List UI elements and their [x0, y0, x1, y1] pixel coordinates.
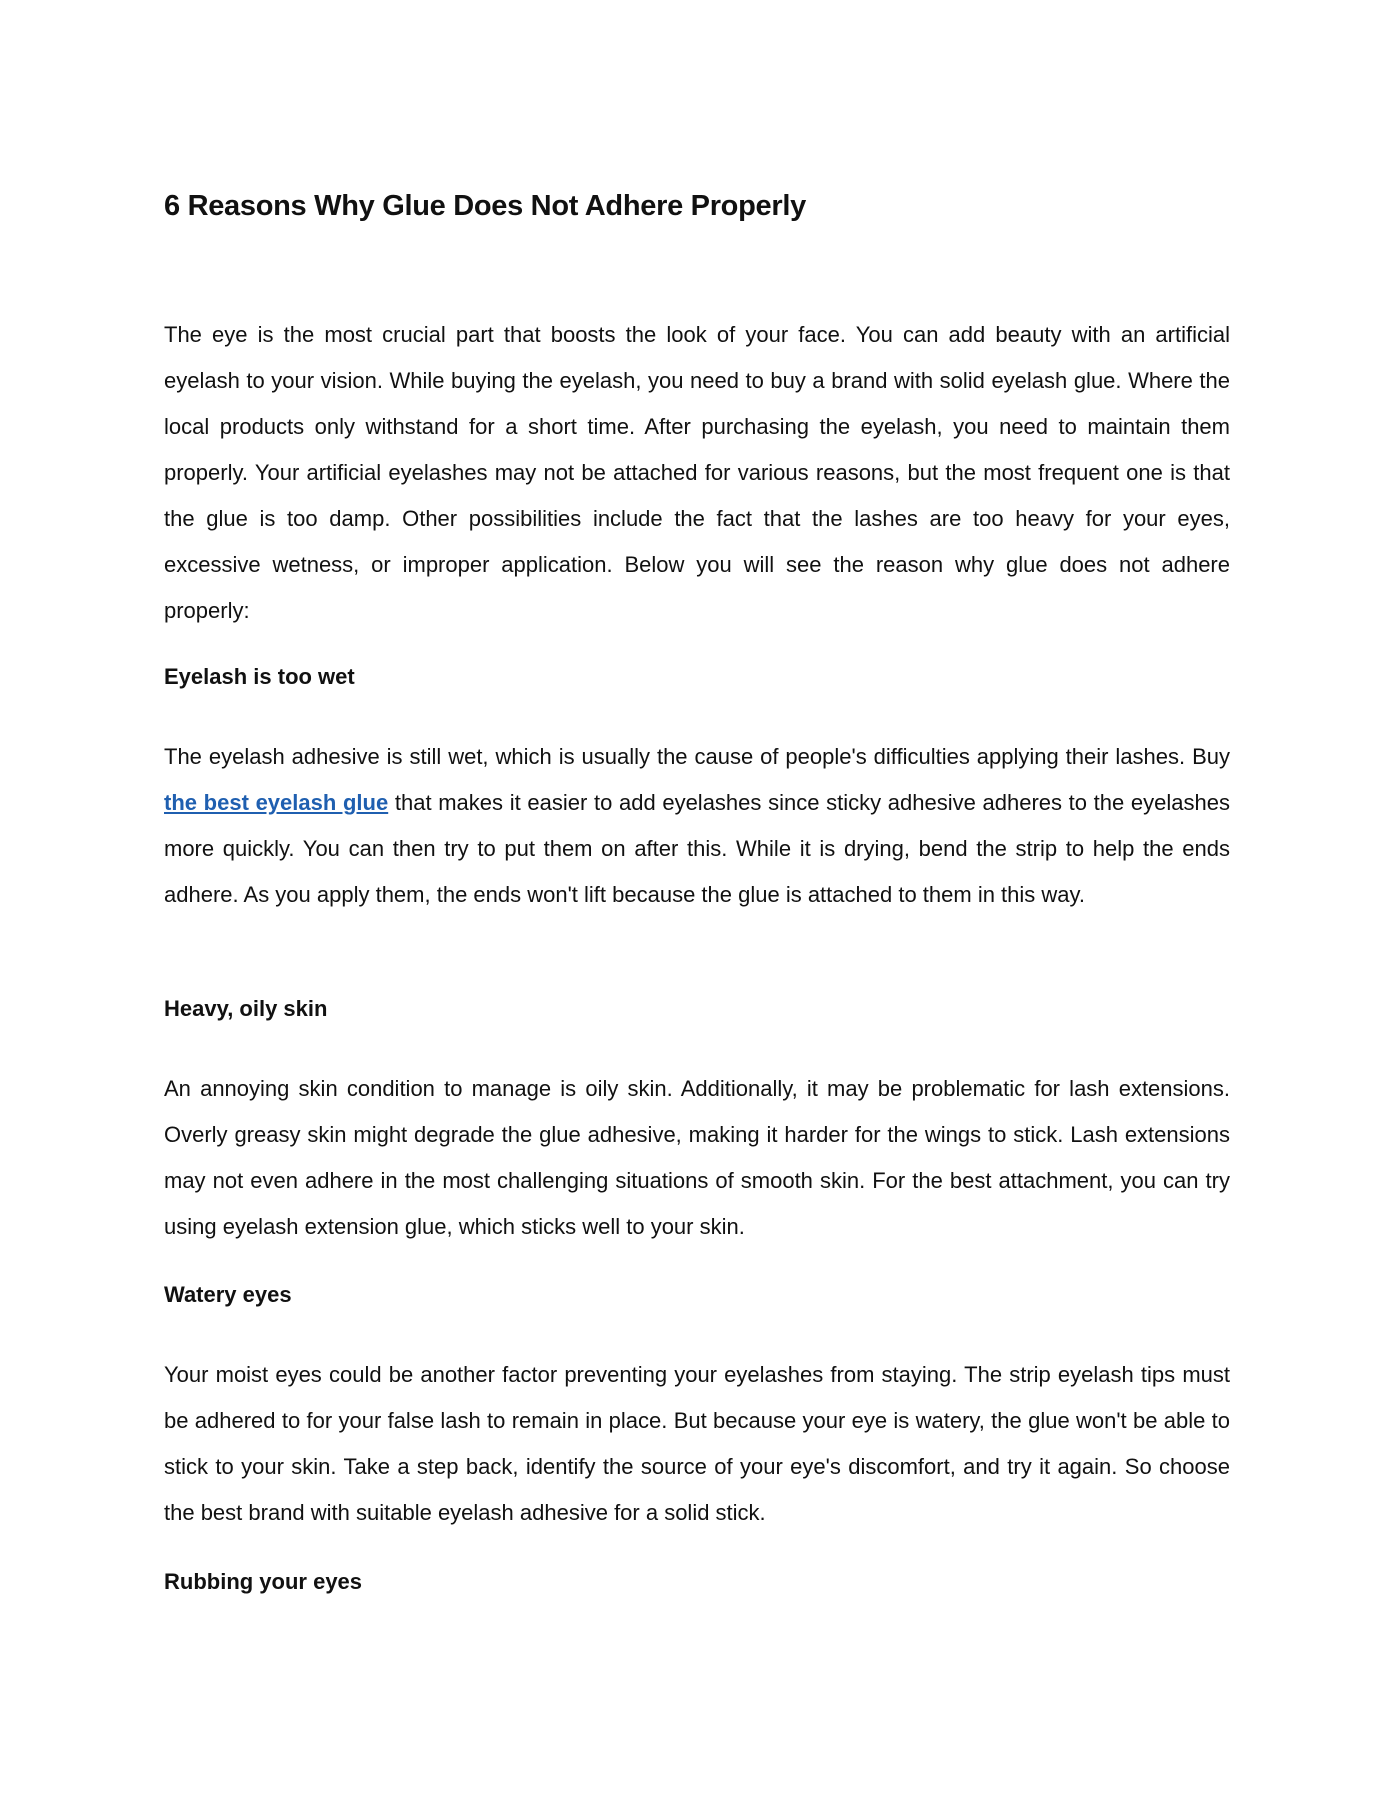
page-title: 6 Reasons Why Glue Does Not Adhere Properly	[164, 190, 806, 222]
section-heading-oily-skin: Heavy, oily skin	[164, 996, 328, 1021]
section-heading-watery-eyes: Watery eyes	[164, 1282, 292, 1307]
section-heading-rubbing-eyes: Rubbing your eyes	[164, 1569, 363, 1594]
section-paragraph-eyelash-wet	[164, 734, 1230, 918]
paragraph-text: that makes it easier to add eyelashes since sticky adhesive adheres to the eyelashes more quickly. You can then try to put them on after this. While it is drying, bend the strip to help the ends adhere. As you apply them, the ends won't lift because the glue is attached to them in this way.	[164, 790, 1230, 907]
intro-paragraph: The eye is the most crucial part that boosts the look of your face. You can add beauty with an artificial eyelash to your vision. While buying the eyelash, you need to buy a brand with solid eyelash glue. Where the local products only withstand for a short time. After purchasing the eyelash, you need to maintain them properly. Your artificial eyelashes may not be attached for various reasons, but the most frequent one is that the glue is too damp. Other possibilities include the fact that the lashes are too heavy for your eyes, excessive wetness, or improper application. Below you will see the reason why glue does not adhere properly:	[164, 322, 1230, 623]
best-eyelash-glue-link[interactable]: the best eyelash glue	[164, 790, 389, 815]
section-heading-eyelash-wet: Eyelash is too wet	[164, 664, 355, 689]
section-paragraph-oily-skin: An annoying skin condition to manage is oily skin. Additionally, it may be problematic for lash extensions. Overly greasy skin might degrade the glue adhesive, making it harder for the wings to stick. Lash extensions may not even adhere in the most challenging situations of smooth skin. For the best attachment, you can try using eyelash extension glue, which sticks well to your skin.	[164, 1076, 1230, 1239]
paragraph-text: The eyelash adhesive is still wet, which is usually the cause of people's difficulties applying their lashes. Buy	[164, 744, 1230, 769]
section-paragraph-watery-eyes: Your moist eyes could be another factor preventing your eyelashes from staying. The strip eyelash tips must be adhered to for your false lash to remain in place. But because your eye is watery, the glue won't be able to stick to your skin. Take a step back, identify the source of your eye's discomfort, and try it again. So choose the best brand with suitable eyelash adhesive for a solid stick.	[164, 1362, 1230, 1525]
